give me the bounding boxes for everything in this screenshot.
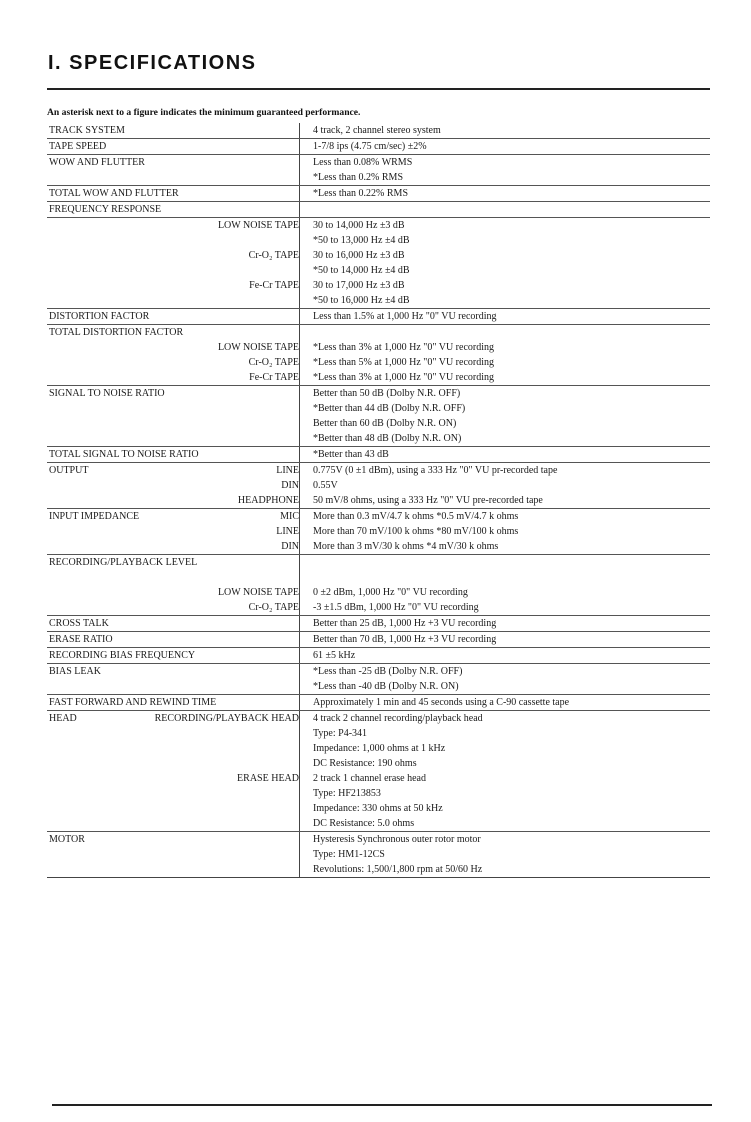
spec-label: HEAD <box>49 713 77 724</box>
spec-row <box>47 648 710 664</box>
spec-value: 4 track, 2 channel stereo system <box>313 125 441 136</box>
spec-value: 2 track 1 channel erase head <box>313 773 426 784</box>
spec-label: RECORDING BIAS FREQUENCY <box>49 650 196 661</box>
spec-row <box>47 139 710 155</box>
spec-values-cell <box>299 711 710 831</box>
spec-row <box>47 325 710 386</box>
spec-sublabel: LOW NOISE TAPE <box>217 342 299 353</box>
spec-sublabel: Fe-Cr TAPE <box>249 280 299 291</box>
spec-label: OUTPUT <box>49 465 89 476</box>
spec-value: Better than 25 dB, 1,000 Hz +3 VU recording <box>313 618 497 629</box>
spec-value: 4 track 2 channel recording/playback head <box>313 713 483 724</box>
spec-values-cell <box>299 832 710 877</box>
spec-sublabel: Cr-O₂ TAPE <box>248 602 299 613</box>
spec-sublabel: ERASE HEAD <box>237 773 299 784</box>
spec-label: FAST FORWARD AND REWIND TIME <box>49 697 217 708</box>
spec-label: TAPE SPEED <box>49 141 107 152</box>
spec-value: Type: P4-341 <box>313 728 368 739</box>
spec-sublabel: LOW NOISE TAPE <box>217 220 299 231</box>
spec-row <box>47 711 710 832</box>
spec-value: *Less than 3% at 1,000 Hz "0" VU recording <box>313 342 494 353</box>
spec-row <box>47 509 710 555</box>
spec-row <box>47 218 710 309</box>
spec-label-cell <box>47 309 299 324</box>
spec-sublabel: Fe-Cr TAPE <box>249 372 299 383</box>
spec-value: Revolutions: 1,500/1,800 rpm at 50/60 Hz <box>313 864 483 875</box>
spec-sublabel: DIN <box>281 480 299 491</box>
spec-label-cell <box>47 325 299 385</box>
spec-sublabel: LINE <box>276 465 299 476</box>
spec-value: *Better than 48 dB (Dolby N.R. ON) <box>313 433 462 444</box>
spec-values-cell <box>299 648 710 663</box>
spec-row <box>47 309 710 325</box>
spec-values-cell <box>299 447 710 462</box>
spec-value: 30 to 14,000 Hz ±3 dB <box>313 220 405 231</box>
page-title: I. SPECIFICATIONS <box>48 52 257 74</box>
spec-value: *50 to 16,000 Hz ±4 dB <box>313 295 410 306</box>
spec-label-cell <box>47 832 299 877</box>
spec-value: *50 to 13,000 Hz ±4 dB <box>313 235 410 246</box>
spec-label-cell <box>47 386 299 446</box>
spec-label-cell <box>47 632 299 647</box>
spec-label: WOW AND FLUTTER <box>49 157 145 168</box>
spec-row <box>47 832 710 878</box>
spec-label: ERASE RATIO <box>49 634 113 645</box>
spec-label: MOTOR <box>49 834 85 845</box>
spec-label-cell <box>47 186 299 201</box>
spec-row <box>47 186 710 202</box>
spec-label: TOTAL DISTORTION FACTOR <box>49 327 184 338</box>
spec-row <box>47 463 710 509</box>
spec-row <box>47 123 710 139</box>
spec-value: 0 ±2 dBm, 1,000 Hz "0" VU recording <box>313 587 468 598</box>
spec-sublabel: RECORDING/PLAYBACK HEAD <box>154 713 299 724</box>
spec-values-cell <box>299 309 710 324</box>
specifications-table <box>47 123 710 878</box>
spec-value: *Less than -40 dB (Dolby N.R. ON) <box>313 681 459 692</box>
spec-label-cell <box>47 616 299 631</box>
spec-values-cell <box>299 463 710 508</box>
spec-values-cell <box>299 695 710 710</box>
spec-sublabel: MIC <box>280 511 299 522</box>
spec-value: Approximately 1 min and 45 seconds using a C-90 cassette tape <box>313 697 570 708</box>
spec-values-cell <box>299 664 710 694</box>
spec-value: DC Resistance: 5.0 ohms <box>313 818 415 829</box>
spec-label-cell <box>47 648 299 663</box>
spec-label: FREQUENCY RESPONSE <box>49 204 162 215</box>
spec-value: *Better than 44 dB (Dolby N.R. OFF) <box>313 403 466 414</box>
spec-row <box>47 447 710 463</box>
spec-value: *Less than -25 dB (Dolby N.R. OFF) <box>313 666 463 677</box>
spec-label-cell <box>47 155 299 185</box>
spec-value: Type: HM1-12CS <box>313 849 385 860</box>
spec-label-cell <box>47 555 299 615</box>
spec-label-cell <box>47 463 299 508</box>
spec-label: CROSS TALK <box>49 618 109 629</box>
spec-value: DC Resistance: 190 ohms <box>313 758 417 769</box>
spec-value: More than 3 mV/30 k ohms *4 mV/30 k ohms <box>313 541 499 552</box>
spec-values-cell <box>299 123 710 138</box>
spec-value: Better than 50 dB (Dolby N.R. OFF) <box>313 388 461 399</box>
spec-value: Impedance: 330 ohms at 50 kHz <box>313 803 443 814</box>
spec-label: RECORDING/PLAYBACK LEVEL <box>49 557 198 568</box>
spec-sublabel: DIN <box>281 541 299 552</box>
spec-value: Type: HF213853 <box>313 788 381 799</box>
spec-values-cell <box>299 616 710 631</box>
spec-label-cell <box>47 447 299 462</box>
spec-label: DISTORTION FACTOR <box>49 311 150 322</box>
spec-value: *Less than 0.22% RMS <box>313 188 408 199</box>
spec-label: SIGNAL TO NOISE RATIO <box>49 388 165 399</box>
spec-row <box>47 202 710 218</box>
spec-value <box>313 325 710 340</box>
spec-values-cell <box>299 325 710 385</box>
spec-row <box>47 555 710 616</box>
spec-sublabel: Cr-O₂ TAPE <box>248 357 299 368</box>
spec-value: -3 ±1.5 dBm, 1,000 Hz "0" VU recording <box>313 602 479 613</box>
spec-value <box>313 555 710 570</box>
spec-values-cell <box>299 186 710 201</box>
spec-label-cell <box>47 509 299 554</box>
spec-values-cell <box>299 155 710 185</box>
spec-sublabel: HEADPHONE <box>237 495 299 506</box>
spec-label-cell <box>47 139 299 154</box>
spec-label-cell <box>47 695 299 710</box>
spec-row <box>47 632 710 648</box>
spec-value <box>313 202 710 217</box>
spec-value: Better than 60 dB (Dolby N.R. ON) <box>313 418 457 429</box>
spec-row <box>47 155 710 186</box>
spec-value: *Less than 0.2% RMS <box>313 172 403 183</box>
spec-values-cell <box>299 202 710 217</box>
spec-value: More than 0.3 mV/4.7 k ohms *0.5 mV/4.7 k ohms <box>313 511 519 522</box>
spec-value: *Less than 5% at 1,000 Hz "0" VU recording <box>313 357 494 368</box>
spec-row <box>47 695 710 711</box>
title-rule <box>47 88 710 90</box>
spec-value: 30 to 17,000 Hz ±3 dB <box>313 280 405 291</box>
spec-label: TRACK SYSTEM <box>49 125 125 136</box>
spec-values-cell <box>299 139 710 154</box>
spec-label-cell <box>47 711 299 831</box>
spec-value: 0.775V (0 ±1 dBm), using a 333 Hz "0" VU pr-recorded tape <box>313 465 558 476</box>
spec-label: BIAS LEAK <box>49 666 101 677</box>
spec-label: TOTAL SIGNAL TO NOISE RATIO <box>49 449 199 460</box>
spec-values-cell <box>299 218 710 308</box>
spec-row <box>47 664 710 695</box>
spec-value: 50 mV/8 ohms, using a 333 Hz "0" VU pre-recorded tape <box>313 495 543 506</box>
spec-label-cell <box>47 202 299 217</box>
spec-label-cell <box>47 123 299 138</box>
spec-values-cell <box>299 386 710 446</box>
spec-value: Impedance: 1,000 ohms at 1 kHz <box>313 743 446 754</box>
spec-value: 1-7/8 ips (4.75 cm/sec) ±2% <box>313 141 427 152</box>
spec-row <box>47 386 710 447</box>
spec-value: Less than 1.5% at 1,000 Hz "0" VU recording <box>313 311 497 322</box>
asterisk-note: An asterisk next to a figure indicates the minimum guaranteed performance. <box>47 107 361 118</box>
spec-value: *Better than 43 dB <box>313 449 389 460</box>
spec-sublabel: LOW NOISE TAPE <box>217 587 299 598</box>
spec-label-cell <box>47 664 299 694</box>
spec-label: INPUT IMPEDANCE <box>49 511 140 522</box>
spec-values-cell <box>299 555 710 615</box>
spec-value: Hysteresis Synchronous outer rotor motor <box>313 834 481 845</box>
spec-value: *50 to 14,000 Hz ±4 dB <box>313 265 410 276</box>
spec-values-cell <box>299 632 710 647</box>
spec-value: *Less than 3% at 1,000 Hz "0" VU recording <box>313 372 494 383</box>
spec-row <box>47 616 710 632</box>
spec-value: More than 70 mV/100 k ohms *80 mV/100 k ohms <box>313 526 519 537</box>
spec-sublabel: LINE <box>276 526 299 537</box>
spec-value: Better than 70 dB, 1,000 Hz +3 VU recording <box>313 634 497 645</box>
spec-value <box>313 570 710 585</box>
spec-value: 0.55V <box>313 480 338 491</box>
footer-rule <box>52 1104 712 1106</box>
spec-label: TOTAL WOW AND FLUTTER <box>49 188 179 199</box>
spec-value: 61 ±5 kHz <box>313 650 356 661</box>
spec-sublabel: Cr-O₂ TAPE <box>248 250 299 261</box>
spec-value: 30 to 16,000 Hz ±3 dB <box>313 250 405 261</box>
spec-value: Less than 0.08% WRMS <box>313 157 413 168</box>
spec-values-cell <box>299 509 710 554</box>
spec-label-cell <box>47 218 299 308</box>
